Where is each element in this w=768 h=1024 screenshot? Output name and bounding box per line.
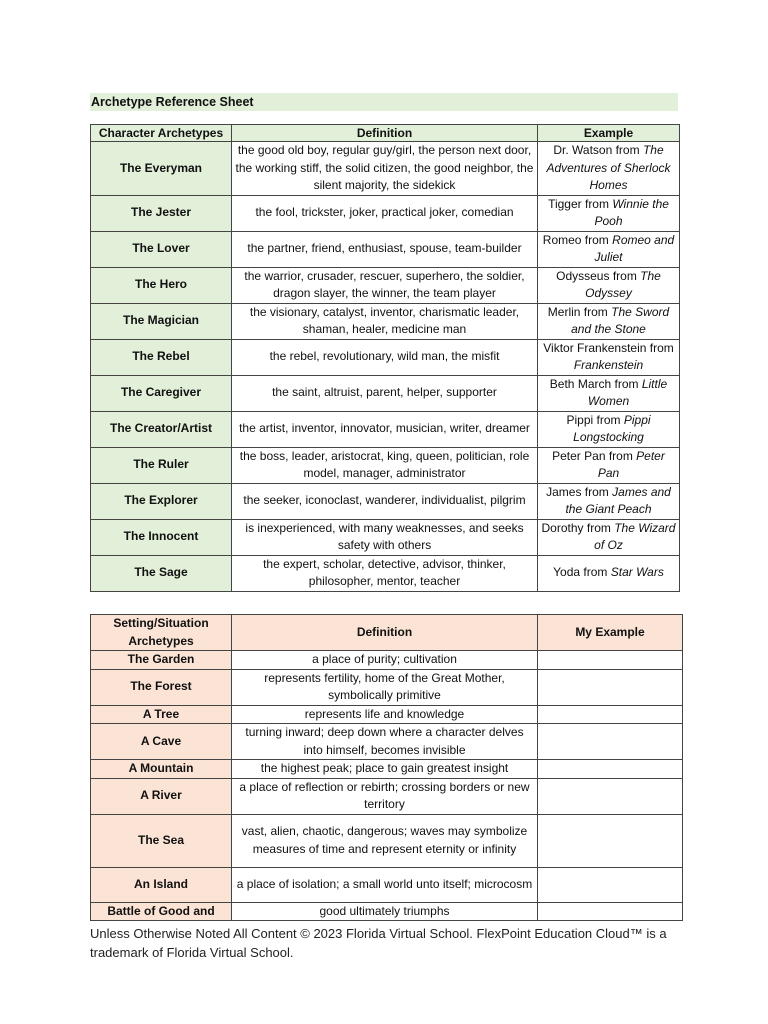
setting-definition: good ultimately triumphs <box>232 902 538 921</box>
archetype-name: The Ruler <box>91 447 232 483</box>
my-example-cell <box>538 814 683 867</box>
setting-definition: turning inward; deep down where a character delves into himself, becomes invisible <box>232 724 538 760</box>
example-source: Peter Pan from <box>552 448 633 463</box>
archetype-example <box>538 339 680 375</box>
table-row <box>91 867 683 902</box>
example-work-title: Peter Pan <box>597 448 665 480</box>
example-work-title: The Sword and the Stone <box>571 304 670 336</box>
table-row <box>91 447 680 483</box>
example-source: Dorothy from <box>541 520 611 535</box>
setting-definition: a place of isolation; a small world unto itself; microcosm <box>232 867 538 902</box>
column-header: Definition <box>232 615 538 651</box>
setting-name: An Island <box>91 867 232 902</box>
example-work-title: Little Women <box>587 376 668 408</box>
table-row <box>91 339 680 375</box>
archetype-name: The Sage <box>91 555 232 591</box>
example-work-title: Star Wars <box>610 565 664 580</box>
column-header: My Example <box>538 615 683 651</box>
archetype-name: The Hero <box>91 267 232 303</box>
character-archetypes-table <box>90 124 680 592</box>
setting-name: The Forest <box>91 669 232 705</box>
table-row <box>91 651 683 670</box>
archetype-definition: the fool, trickster, joker, practical joker, comedian <box>232 195 538 231</box>
table-row <box>91 267 680 303</box>
example-source: Romeo from <box>542 232 609 247</box>
table-row <box>91 669 683 705</box>
archetype-definition: the good old boy, regular guy/girl, the person next door, the working stiff, the solid citizen, the good neighbor, the silent majority, the sidekick <box>232 142 538 196</box>
setting-name: The Garden <box>91 651 232 670</box>
setting-archetypes-table <box>90 614 683 921</box>
archetype-example <box>538 142 680 196</box>
setting-name: A Cave <box>91 724 232 760</box>
column-header: Example <box>538 125 680 142</box>
archetype-example <box>538 519 680 555</box>
archetype-definition: the saint, altruist, parent, helper, supporter <box>232 375 538 411</box>
my-example-cell <box>538 760 683 779</box>
archetype-name: The Creator/Artist <box>91 411 232 447</box>
example-work-title: James and the Giant Peach <box>565 484 671 516</box>
archetype-name: The Explorer <box>91 483 232 519</box>
setting-name: A Tree <box>91 705 232 724</box>
archetype-example <box>538 411 680 447</box>
column-header: Character Archetypes <box>91 125 232 142</box>
setting-definition: a place of reflection or rebirth; crossing borders or new territory <box>232 778 538 814</box>
table-row <box>91 724 683 760</box>
table-row <box>91 142 680 196</box>
archetype-definition: the rebel, revolutionary, wild man, the misfit <box>232 339 538 375</box>
example-source: Dr. Watson from <box>553 143 640 157</box>
setting-name: Battle of Good and <box>91 902 232 921</box>
table-row <box>91 902 683 921</box>
example-source: Pippi from <box>566 412 621 427</box>
archetype-name: The Caregiver <box>91 375 232 411</box>
archetype-name: The Innocent <box>91 519 232 555</box>
example-source: Beth March from <box>549 376 639 391</box>
setting-definition: a place of purity; cultivation <box>232 651 538 670</box>
table-row <box>91 778 683 814</box>
table-header-row <box>91 125 680 142</box>
my-example-cell <box>538 669 683 705</box>
setting-definition: the highest peak; place to gain greatest insight <box>232 760 538 779</box>
table-row <box>91 411 680 447</box>
column-header: Setting/Situation Archetypes <box>91 615 232 651</box>
archetype-definition: the seeker, iconoclast, wanderer, individualist, pilgrim <box>232 483 538 519</box>
archetype-example <box>538 375 680 411</box>
archetype-definition: the warrior, crusader, rescuer, superhero, the soldier, dragon slayer, the winner, the team player <box>232 267 538 303</box>
setting-name: A River <box>91 778 232 814</box>
example-work-title: Winnie the Pooh <box>594 196 669 228</box>
table-row <box>91 195 680 231</box>
archetype-name: The Everyman <box>91 142 232 196</box>
archetype-definition: the partner, friend, enthusiast, spouse, team-builder <box>232 231 538 267</box>
setting-definition: represents life and knowledge <box>232 705 538 724</box>
table-row <box>91 555 680 591</box>
table-row <box>91 375 680 411</box>
example-source: Tigger from <box>548 196 609 211</box>
example-work-title: Romeo and Juliet <box>594 232 675 264</box>
my-example-cell <box>538 705 683 724</box>
table-row <box>91 519 680 555</box>
table-header-row <box>91 615 683 651</box>
archetype-definition: the artist, inventor, innovator, musician, writer, dreamer <box>232 411 538 447</box>
table-row <box>91 814 683 867</box>
archetype-name: The Jester <box>91 195 232 231</box>
example-source: Odysseus from <box>556 268 637 283</box>
archetype-name: The Magician <box>91 303 232 339</box>
table-row <box>91 760 683 779</box>
setting-definition: represents fertility, home of the Great Mother, symbolically primitive <box>232 669 538 705</box>
my-example-cell <box>538 867 683 902</box>
archetype-definition: the boss, leader, aristocrat, king, queen, politician, role model, manager, administrator <box>232 447 538 483</box>
archetype-example <box>538 267 680 303</box>
example-source: James from <box>546 484 609 499</box>
archetype-definition: the expert, scholar, detective, advisor, thinker, philosopher, mentor, teacher <box>232 555 538 591</box>
archetype-definition: the visionary, catalyst, inventor, charismatic leader, shaman, healer, medicine man <box>232 303 538 339</box>
setting-name: A Mountain <box>91 760 232 779</box>
setting-name: The Sea <box>91 814 232 867</box>
setting-definition: vast, alien, chaotic, dangerous; waves may symbolize measures of time and represent eternity or infinity <box>232 814 538 867</box>
archetype-name: The Rebel <box>91 339 232 375</box>
my-example-cell <box>538 902 683 921</box>
archetype-example <box>538 303 680 339</box>
example-source: Yoda from <box>553 565 608 580</box>
example-source: Viktor Frankenstein from <box>543 340 674 355</box>
archetype-example <box>538 555 680 591</box>
table-row <box>91 231 680 267</box>
my-example-cell <box>538 724 683 760</box>
archetype-example <box>538 447 680 483</box>
archetype-definition: is inexperienced, with many weaknesses, and seeks safety with others <box>232 519 538 555</box>
my-example-cell <box>538 778 683 814</box>
example-work-title: The Odyssey <box>585 268 661 300</box>
table-row <box>91 303 680 339</box>
copyright-footer: Unless Otherwise Noted All Content © 2023 Florida Virtual School. FlexPoint Education Cloud™ is a trademark of Florida Virtual School. <box>90 926 667 960</box>
table-row <box>91 483 680 519</box>
archetype-example <box>538 195 680 231</box>
archetype-name: The Lover <box>91 231 232 267</box>
example-source: Merlin from <box>547 304 608 319</box>
page-title: Archetype Reference Sheet <box>90 93 678 111</box>
example-work-title: Pippi Longstocking <box>573 412 651 444</box>
column-header: Definition <box>232 125 538 142</box>
archetype-example <box>538 231 680 267</box>
example-work-title: The Adventures of Sherlock Homes <box>546 143 671 192</box>
example-work-title: Frankenstein <box>573 358 644 372</box>
example-work-title: The Wizard of Oz <box>594 520 676 552</box>
table-row <box>91 705 683 724</box>
archetype-example <box>538 483 680 519</box>
my-example-cell <box>538 651 683 670</box>
